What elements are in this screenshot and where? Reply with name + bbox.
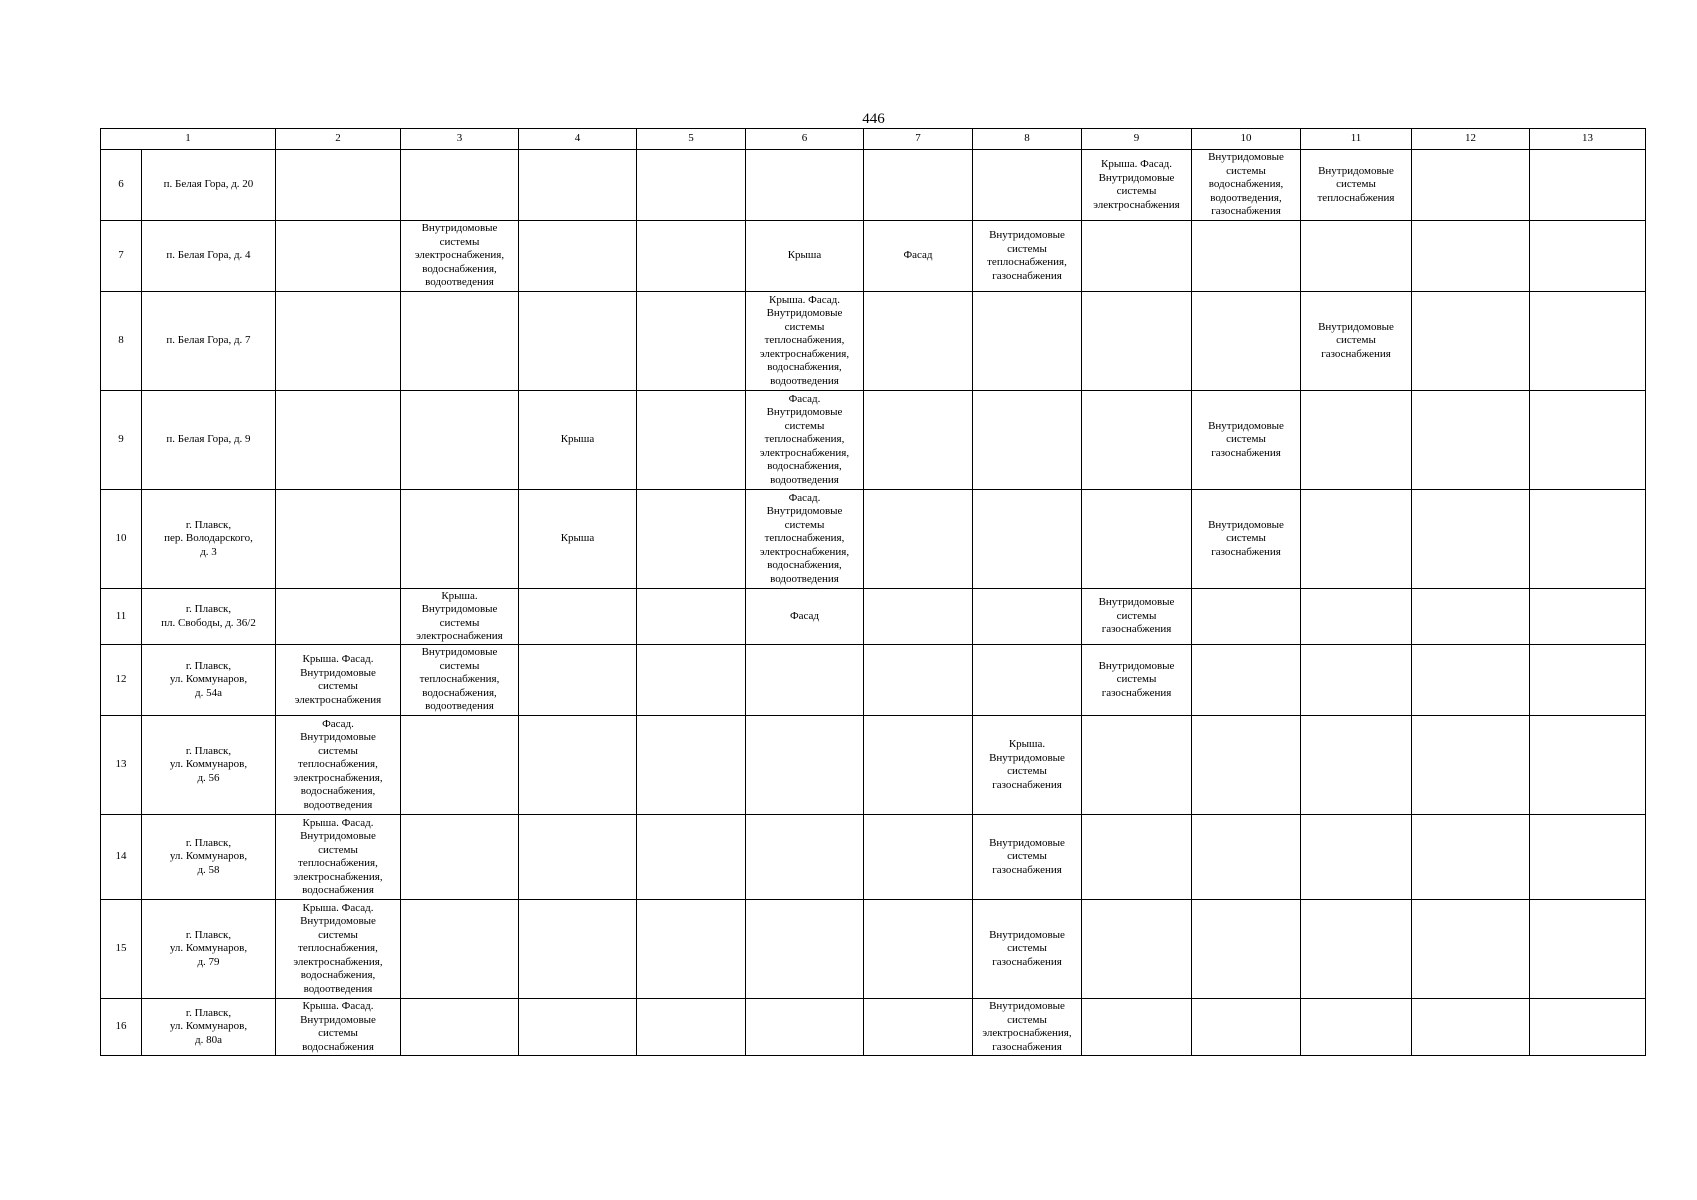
column-header: 1 (101, 129, 276, 150)
repair-schedule-table (100, 128, 1646, 1056)
table-row (101, 999, 1646, 1056)
work-cell (1412, 391, 1530, 490)
work-cell (864, 716, 973, 815)
table-row (101, 490, 1646, 589)
work-cell (1082, 999, 1192, 1056)
work-cell: Крыша. Фасад. Внутридомовые системы теплоснабжения, электроснабжения, водоснабжения, водоотведения (746, 292, 864, 391)
table-row (101, 900, 1646, 999)
row-number-cell: 12 (101, 645, 142, 716)
work-cell (1301, 645, 1412, 716)
work-cell: Внутридомовые системы водоснабжения, водоотведения, газоснабжения (1192, 150, 1301, 221)
work-cell (864, 292, 973, 391)
work-cell (864, 490, 973, 589)
work-cell (276, 221, 401, 292)
work-cell: Фасад. Внутридомовые системы теплоснабжения, электроснабжения, водоснабжения, водоотведения (746, 391, 864, 490)
column-header: 11 (1301, 129, 1412, 150)
row-number-cell: 16 (101, 999, 142, 1056)
work-cell (864, 815, 973, 900)
work-cell: Крыша. Фасад. Внутридомовые системы электроснабжения (1082, 150, 1192, 221)
work-cell (864, 645, 973, 716)
work-cell (1192, 815, 1301, 900)
work-cell (1082, 490, 1192, 589)
work-cell (519, 645, 637, 716)
work-cell (401, 391, 519, 490)
work-cell (1412, 645, 1530, 716)
work-cell (1082, 221, 1192, 292)
work-cell (1530, 292, 1646, 391)
work-cell (401, 815, 519, 900)
work-cell (519, 589, 637, 645)
work-cell (746, 716, 864, 815)
work-cell (864, 999, 973, 1056)
work-cell: Крыша (519, 391, 637, 490)
work-cell: Внутридомовые системы теплоснабжения, газоснабжения (973, 221, 1082, 292)
work-cell (401, 150, 519, 221)
work-cell (276, 490, 401, 589)
work-cell (401, 999, 519, 1056)
work-cell: Крыша. Фасад. Внутридомовые системы теплоснабжения, электроснабжения, водоснабжения (276, 815, 401, 900)
work-cell (519, 716, 637, 815)
column-header: 8 (973, 129, 1082, 150)
work-cell (637, 292, 746, 391)
column-header: 10 (1192, 129, 1301, 150)
work-cell: Внутридомовые системы газоснабжения (1082, 645, 1192, 716)
work-cell: Внутридомовые системы газоснабжения (1192, 391, 1301, 490)
work-cell (1412, 490, 1530, 589)
work-cell (1530, 589, 1646, 645)
column-header: 13 (1530, 129, 1646, 150)
work-cell (973, 490, 1082, 589)
work-cell (276, 292, 401, 391)
table-body (101, 129, 1646, 1056)
header-row (101, 129, 1646, 150)
work-cell (1082, 900, 1192, 999)
work-cell: Внутридомовые системы электроснабжения, газоснабжения (973, 999, 1082, 1056)
work-cell (1082, 716, 1192, 815)
work-cell (401, 490, 519, 589)
work-cell (1412, 221, 1530, 292)
work-cell (1530, 490, 1646, 589)
work-cell (519, 900, 637, 999)
work-cell (637, 645, 746, 716)
row-number-cell: 6 (101, 150, 142, 221)
work-cell (519, 292, 637, 391)
work-cell (1530, 716, 1646, 815)
work-cell (637, 716, 746, 815)
address-cell: г. Плавск, пер. Володарского, д. 3 (142, 490, 276, 589)
address-cell: г. Плавск, ул. Коммунаров, д. 80а (142, 999, 276, 1056)
work-cell (276, 589, 401, 645)
work-cell (1301, 999, 1412, 1056)
work-cell: Крыша. Фасад. Внутридомовые системы электроснабжения (276, 645, 401, 716)
column-header: 2 (276, 129, 401, 150)
work-cell (1192, 900, 1301, 999)
work-cell (1530, 815, 1646, 900)
work-cell (519, 999, 637, 1056)
work-cell: Крыша. Фасад. Внутридомовые системы теплоснабжения, электроснабжения, водоснабжения, водоотведения (276, 900, 401, 999)
work-cell (1530, 150, 1646, 221)
work-cell (1192, 589, 1301, 645)
work-cell (1530, 645, 1646, 716)
work-cell: Внутридомовые системы теплоснабжения, водоснабжения, водоотведения (401, 645, 519, 716)
page-number: 446 (862, 111, 885, 127)
address-cell: г. Плавск, ул. Коммунаров, д. 79 (142, 900, 276, 999)
row-number-cell: 8 (101, 292, 142, 391)
column-header: 3 (401, 129, 519, 150)
work-cell (401, 292, 519, 391)
work-cell (1082, 815, 1192, 900)
work-cell (519, 815, 637, 900)
table-row (101, 645, 1646, 716)
work-cell (1530, 900, 1646, 999)
row-number-cell: 9 (101, 391, 142, 490)
table-row (101, 391, 1646, 490)
table-row (101, 589, 1646, 645)
work-cell (1082, 292, 1192, 391)
address-cell: г. Плавск, пл. Свободы, д. 36/2 (142, 589, 276, 645)
row-number-cell: 15 (101, 900, 142, 999)
work-cell: Фасад. Внутридомовые системы теплоснабжения, электроснабжения, водоснабжения, водоотведения (276, 716, 401, 815)
work-cell (1301, 221, 1412, 292)
work-cell (519, 221, 637, 292)
address-cell: п. Белая Гора, д. 7 (142, 292, 276, 391)
work-cell (637, 815, 746, 900)
table-row (101, 150, 1646, 221)
work-cell (276, 391, 401, 490)
row-number-cell: 11 (101, 589, 142, 645)
address-cell: г. Плавск, ул. Коммунаров, д. 56 (142, 716, 276, 815)
work-cell (973, 391, 1082, 490)
work-cell (1192, 999, 1301, 1056)
work-cell: Внутридомовые системы газоснабжения (973, 815, 1082, 900)
address-cell: г. Плавск, ул. Коммунаров, д. 58 (142, 815, 276, 900)
work-cell (637, 150, 746, 221)
work-cell: Фасад. Внутридомовые системы теплоснабжения, электроснабжения, водоснабжения, водоотведения (746, 490, 864, 589)
work-cell: Внутридомовые системы газоснабжения (1192, 490, 1301, 589)
table-row (101, 815, 1646, 900)
work-cell (1301, 716, 1412, 815)
work-cell (746, 815, 864, 900)
row-number-cell: 13 (101, 716, 142, 815)
work-cell: Фасад (746, 589, 864, 645)
work-cell: Крыша (746, 221, 864, 292)
work-cell (637, 221, 746, 292)
work-cell (1192, 645, 1301, 716)
work-cell (276, 150, 401, 221)
work-cell (864, 589, 973, 645)
work-cell (1192, 292, 1301, 391)
column-header: 5 (637, 129, 746, 150)
work-cell (519, 150, 637, 221)
row-number-cell: 14 (101, 815, 142, 900)
column-header: 12 (1412, 129, 1530, 150)
work-cell: Внутридомовые системы газоснабжения (973, 900, 1082, 999)
work-cell: Крыша. Внутридомовые системы электроснабжения (401, 589, 519, 645)
work-cell (637, 589, 746, 645)
address-cell: г. Плавск, ул. Коммунаров, д. 54а (142, 645, 276, 716)
work-cell (746, 999, 864, 1056)
work-cell (637, 999, 746, 1056)
work-cell (401, 716, 519, 815)
work-cell (1412, 716, 1530, 815)
work-cell (1530, 221, 1646, 292)
work-cell: Крыша. Внутридомовые системы газоснабжения (973, 716, 1082, 815)
work-cell (1301, 589, 1412, 645)
address-cell: п. Белая Гора, д. 4 (142, 221, 276, 292)
work-cell (746, 150, 864, 221)
address-cell: п. Белая Гора, д. 20 (142, 150, 276, 221)
work-cell (637, 900, 746, 999)
work-cell (973, 645, 1082, 716)
work-cell (401, 900, 519, 999)
table-row (101, 221, 1646, 292)
work-cell: Внутридомовые системы теплоснабжения (1301, 150, 1412, 221)
address-cell: п. Белая Гора, д. 9 (142, 391, 276, 490)
column-header: 6 (746, 129, 864, 150)
work-cell (637, 391, 746, 490)
work-cell: Крыша. Фасад. Внутридомовые системы водоснабжения (276, 999, 401, 1056)
work-cell (1530, 391, 1646, 490)
column-header: 4 (519, 129, 637, 150)
work-cell: Внутридомовые системы газоснабжения (1082, 589, 1192, 645)
work-cell (864, 900, 973, 999)
work-cell (1082, 391, 1192, 490)
work-cell (1412, 292, 1530, 391)
work-cell: Внутридомовые системы газоснабжения (1301, 292, 1412, 391)
work-cell (1301, 815, 1412, 900)
work-cell (1412, 150, 1530, 221)
work-cell: Крыша (519, 490, 637, 589)
table-row (101, 292, 1646, 391)
column-header: 9 (1082, 129, 1192, 150)
work-cell (1301, 490, 1412, 589)
work-cell (1301, 900, 1412, 999)
table-row (101, 716, 1646, 815)
work-cell (746, 645, 864, 716)
work-cell (864, 391, 973, 490)
work-cell (973, 292, 1082, 391)
row-number-cell: 7 (101, 221, 142, 292)
work-cell (973, 589, 1082, 645)
work-cell (1412, 589, 1530, 645)
work-cell (1530, 999, 1646, 1056)
work-cell (864, 150, 973, 221)
work-cell (1412, 900, 1530, 999)
work-cell (1301, 391, 1412, 490)
work-cell (973, 150, 1082, 221)
work-cell (637, 490, 746, 589)
work-cell (1412, 999, 1530, 1056)
column-header: 7 (864, 129, 973, 150)
work-cell (1412, 815, 1530, 900)
work-cell (1192, 716, 1301, 815)
work-cell (1192, 221, 1301, 292)
work-cell: Фасад (864, 221, 973, 292)
row-number-cell: 10 (101, 490, 142, 589)
work-cell (746, 900, 864, 999)
work-cell: Внутридомовые системы электроснабжения, водоснабжения, водоотведения (401, 221, 519, 292)
